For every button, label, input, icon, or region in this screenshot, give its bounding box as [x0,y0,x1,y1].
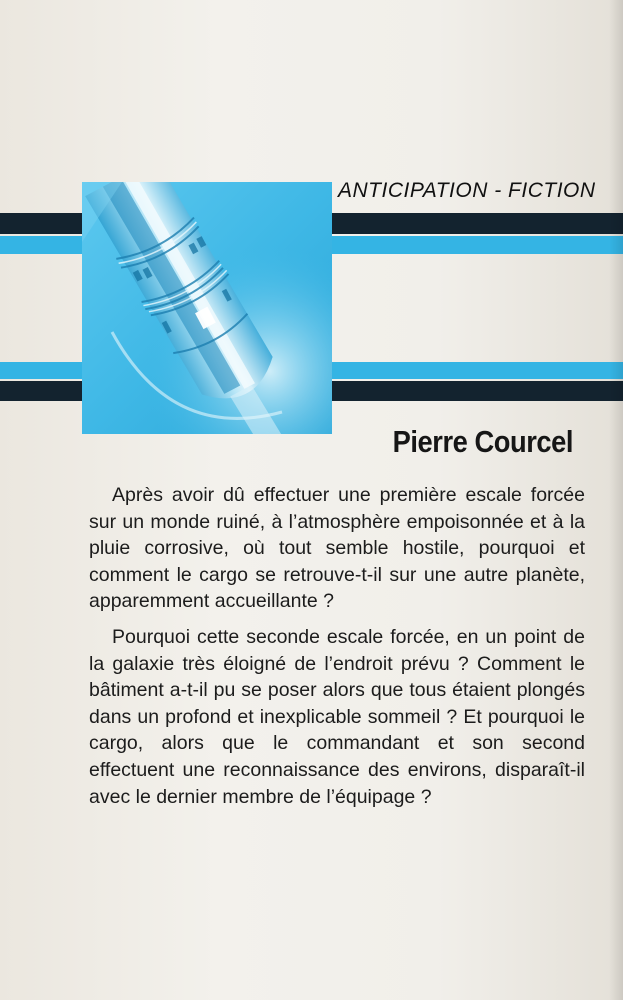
blurb-paragraph: Pourquoi cette seconde escale forcée, en un point de la galaxie très éloigné de l’endroit prévu ? Comment le bâtiment a-t-il pu se poser alors que tous étaient plongés dans un profond et inexplicable sommeil ? Et pourquoi le cargo, alors que le commandant et son second effectuent une reconnaissance des environs, disparaît-il avec le dernier membre de l’équipage ? [89,625,585,808]
page-edge-shadow [609,0,623,1000]
blurb-paragraph: Après avoir dû effectuer une première escale forcée sur un monde ruiné, à l’atmosphère empoisonnée et à la pluie corrosive, où tout semble hostile, pourquoi et comment le cargo se retrouve-t-il sur une autre planète, apparemment accueillante ? [89,484,585,613]
series-label: ANTICIPATION - FICTION [338,179,596,202]
spaceship-illustration [82,182,332,434]
blurb-text [89,482,585,810]
author-name: Pierre Courcel [392,424,573,459]
spaceship-icon [82,182,332,434]
